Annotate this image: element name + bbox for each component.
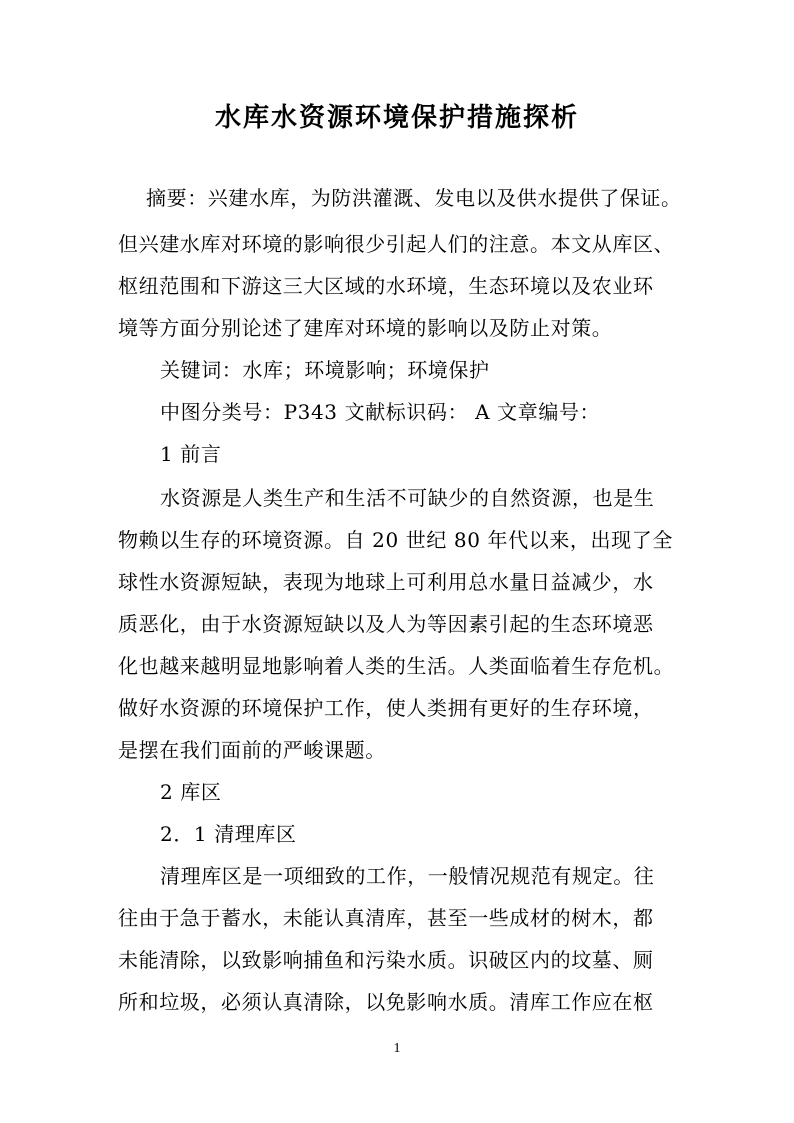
document-title: 水库水资源环境保护措施探析 — [214, 103, 579, 133]
paragraph-line: 所和垃圾，必须认真清除，以免影响水质。清库工作应在枢 — [118, 990, 654, 1014]
abstract-line-2: 但兴建水库对环境的影响很少引起人们的注意。本文从库区、 — [118, 232, 675, 256]
section-heading-2: 2 库区 — [160, 780, 222, 804]
classification-line: 中图分类号：P343 文献标识码： A 文章编号： — [160, 400, 601, 424]
paragraph-line: 未能清除，以致影响捕鱼和污染水质。识破区内的坟墓、厕 — [118, 948, 654, 972]
abstract-line-3: 枢纽范围和下游这三大区域的水环境，生态环境以及农业环 — [118, 274, 654, 298]
paragraph-line: 质恶化，由于水资源短缺以及人为等因素引起的生态环境恶 — [118, 612, 654, 636]
paragraph-line: 水资源是人类生产和生活不可缺少的自然资源，也是生 — [160, 486, 655, 510]
keywords-line: 关键词：水库；环境影响；环境保护 — [160, 358, 490, 382]
paragraph-line: 物赖以生存的环境资源。自 20 世纪 80 年代以来，出现了全 — [118, 528, 673, 552]
abstract-line-4: 境等方面分别论述了建库对环境的影响以及防止对策。 — [118, 316, 613, 340]
abstract-line-1: 摘要：兴建水库，为防洪灌溉、发电以及供水提供了保证。 — [146, 186, 682, 210]
subsection-heading-2-1: 2．1 清理库区 — [160, 822, 297, 846]
paragraph-line: 做好水资源的环境保护工作，使人类拥有更好的生存环境， — [118, 696, 654, 720]
paragraph-line: 往由于急于蓄水，未能认真清库，甚至一些成材的树木，都 — [118, 906, 654, 930]
paragraph-line: 清理库区是一项细致的工作，一般情况规范有规定。往 — [160, 864, 655, 888]
section-heading-1: 1 前言 — [160, 442, 222, 466]
paragraph-line: 球性水资源短缺，表现为地球上可利用总水量日益减少，水 — [118, 570, 654, 594]
page-number: 1 — [393, 1041, 401, 1056]
paragraph-line: 化也越来越明显地影响着人类的生活。人类面临着生存危机。 — [118, 654, 675, 678]
paragraph-line: 是摆在我们面前的严峻课题。 — [118, 738, 386, 762]
